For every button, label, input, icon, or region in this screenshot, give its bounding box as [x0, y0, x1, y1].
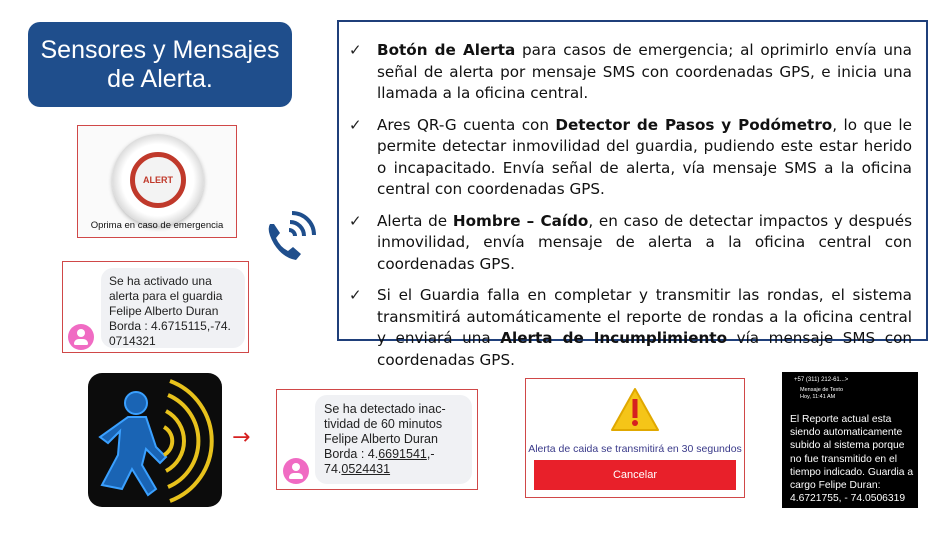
bullet-item — [347, 211, 912, 276]
check-icon: ✓ — [349, 115, 362, 134]
fall-alert-message: Alerta de caida se transmitirá en 30 segundos — [528, 443, 742, 455]
bullet-text: Alerta de — [377, 211, 453, 230]
bullet-text: , lo que le permite detectar inmovilidad del guardia, pudiendo este estar herido o incapacitado. Envía señal de alerta, vía mensaje SMS a la oficina central con coordenadas GPS. — [377, 115, 912, 198]
sms-text: Borda : 4. — [324, 447, 379, 461]
check-icon: ✓ — [349, 41, 362, 59]
sms-line: Borda : 4.6715115,-74. — [109, 319, 231, 333]
bullet-text: Si el Guardia falla en completar y transmitir las rondas, el sistema transmitirá automáticamente el reporte de rondas a la oficina central y enviará una — [377, 286, 912, 347]
sms-line — [324, 447, 463, 462]
cancel-button[interactable]: Cancelar — [534, 460, 736, 490]
sms-text: ,- — [426, 447, 435, 461]
check-icon: ✓ — [349, 211, 362, 230]
bullet-text: vía mensaje SMS con coordenadas GPS. — [377, 329, 912, 369]
phone-call-icon — [262, 208, 318, 264]
sms-text: 74. — [324, 462, 342, 476]
bullet-item — [347, 285, 912, 371]
walking-person-icon — [88, 373, 222, 507]
arrow-icon: → — [232, 425, 251, 450]
message-bubble — [101, 268, 245, 348]
bullet-item — [347, 40, 912, 105]
title-line-2: de Alerta. — [107, 65, 213, 93]
bullet-bold: Alerta de Incumplimiento — [500, 329, 728, 347]
message-bubble — [315, 395, 472, 484]
message-type: Mensaje de Texto — [800, 387, 844, 393]
features-box — [337, 20, 928, 369]
sms-line: 0714321 — [109, 334, 156, 348]
bullet-text: para casos de emergencia; al oprimirlo envía una señal de alerta por mensaje SMS con coordenadas GPS, e inicia una llamada a la oficina central. — [377, 41, 912, 102]
coordinate-link[interactable]: 6691541 — [378, 447, 427, 461]
slide-title — [28, 22, 292, 107]
warning-icon — [610, 387, 660, 433]
avatar-icon — [283, 458, 309, 484]
bullet-bold: Detector de Pasos y Podómetro — [555, 115, 833, 134]
bullet-bold: Hombre – Caído — [452, 211, 589, 230]
alert-button[interactable]: ALERT — [130, 152, 186, 208]
fall-alert-dialog — [525, 378, 745, 498]
sender-number: +57 (311) 212-61...> — [794, 377, 849, 383]
bullet-text: , en caso de detectar impactos y después inmovilidad, envía mensaje de alerta a la oficina central con coordenadas GPS. — [377, 211, 912, 273]
alert-button-image — [77, 125, 237, 238]
sms-line: Se ha activado una — [109, 274, 212, 288]
sms-line — [324, 462, 463, 477]
avatar-icon — [68, 324, 94, 350]
title-line-1: Sensores y Mensajes — [40, 36, 280, 64]
sms-inactivity-message — [276, 389, 478, 490]
message-body: El Reporte actual esta siendo automaticamente subido al sistema porque no fue transmitido en el tiempo indicado. Guardia a cargo Felipe Duran: 4.6721755, - 74.0506319 — [790, 414, 914, 505]
check-icon: ✓ — [349, 286, 362, 304]
sms-line: Felipe Alberto Duran — [109, 304, 219, 318]
sms-line: Se ha detectado inac- — [324, 402, 446, 416]
bullet-bold: Botón de Alerta — [377, 41, 516, 59]
sms-line: alerta para el guardia — [109, 289, 223, 303]
report-sms-screen — [782, 372, 918, 508]
coordinate-link[interactable]: 0524431 — [341, 462, 391, 476]
sms-alert-message — [62, 261, 249, 353]
sms-line: Felipe Alberto Duran — [324, 432, 438, 446]
message-time: Hoy, 11:41 AM — [800, 394, 836, 400]
bullet-item — [347, 115, 912, 201]
sms-line: tividad de 60 minutos — [324, 417, 443, 431]
pedometer-image — [88, 373, 222, 507]
bullet-text: Ares QR-G cuenta con — [377, 115, 556, 134]
alert-caption: Oprima en caso de emergencia — [90, 220, 224, 231]
